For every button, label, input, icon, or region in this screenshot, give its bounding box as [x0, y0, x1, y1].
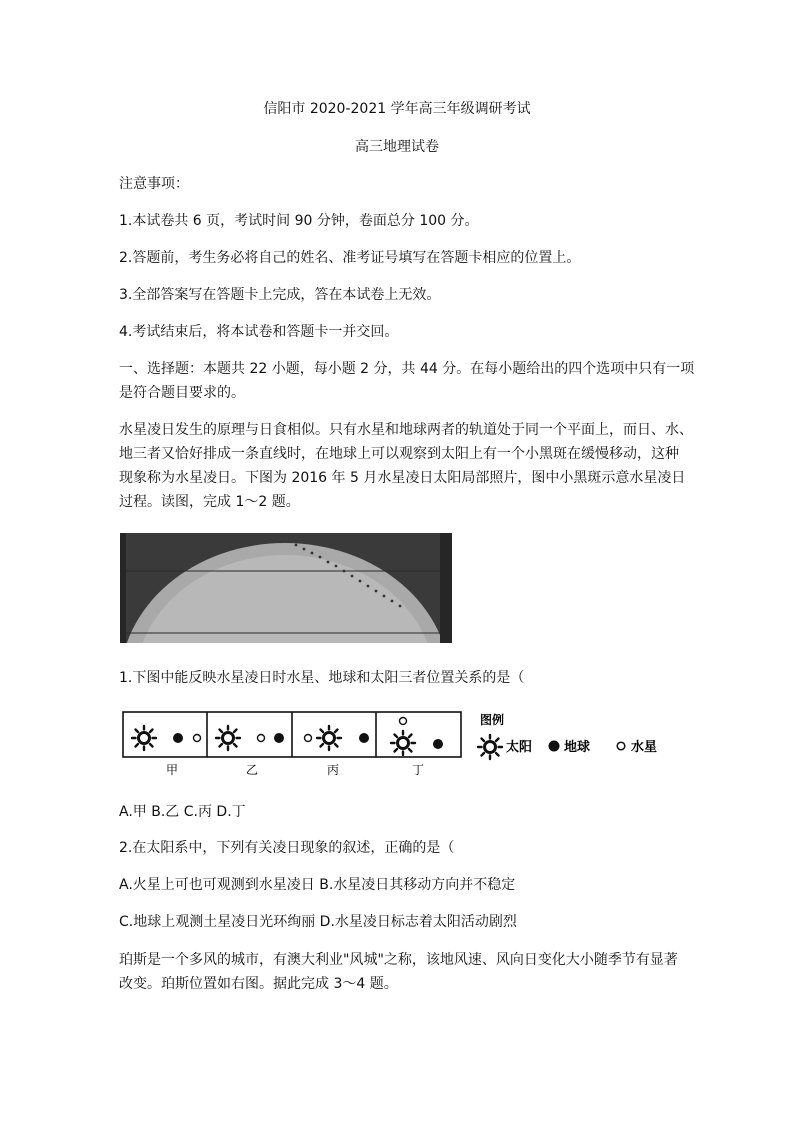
notes-item: 2.答题前，考生务必将自己的姓名、准考证号填写在答题卡相应的位置上。: [119, 250, 581, 266]
notes-item: 1.本试卷共 6 页，考试时间 90 分钟，卷面总分 100 分。: [119, 213, 479, 229]
passage-line: 水星凌日发生的原理与日食相似。只有水星和地球两者的轨道处于同一个平面上，而日、水、: [119, 422, 693, 438]
exam-title: 信阳市 2020-2021 学年高三年级调研考试: [263, 101, 531, 117]
earth-icon: [549, 741, 560, 752]
question-2-options: C.地球上观测土星凌日光环绚丽 D.水星凌日标志着太阳活动剧烈: [119, 914, 517, 930]
panel-label: 乙: [245, 763, 259, 777]
panel-label: 甲: [165, 763, 179, 777]
passage-line: 地三者又恰好排成一条直线时，在地球上可以观察到太阳上有一个小黑斑在缓慢移动，这种: [119, 446, 679, 462]
notes-item: 3.全部答案写在答题卡上完成，答在本试卷上无效。: [119, 287, 441, 303]
exam-subtitle: 高三地理试卷: [355, 139, 439, 155]
question-1-options: A.甲 B.乙 C.丙 D.丁: [119, 804, 246, 820]
passage-line: 珀斯是一个多风的城市，有澳大利业"风城"之称，该地风速、风向日变化大小随季节有显著: [119, 952, 678, 968]
notes-heading: 注意事项：: [119, 176, 189, 192]
question-1-stem: 1.下图中能反映水星凌日时水星、地球和太阳三者位置关系的是（: [119, 670, 525, 686]
panel-jia: [132, 726, 201, 750]
passage-line: 过程。读图，完成 1～2 题。: [119, 494, 300, 510]
legend-sun-label: 太阳: [506, 740, 533, 755]
legend-title: 图例: [480, 713, 505, 727]
legend-mercury-label: 水星: [631, 740, 658, 755]
passage-line: 现象称为水星凌日。下图为 2016 年 5 月水星凌日太阳局部照片，图中小黑斑示意水星凌日: [119, 470, 686, 486]
question-2-options: A.火星上可也可观测到水星凌日 B.水星凌日其移动方向并不稳定: [119, 877, 516, 893]
passage-line: 改变。珀斯位置如右图。据此完成 3～4 题。: [119, 976, 398, 992]
legend-earth-label: 地球: [564, 740, 591, 755]
section-heading-cont: 是符合题目要求的。: [119, 385, 245, 401]
position-diagram: [122, 711, 682, 781]
panel-bing: [305, 726, 370, 750]
sun-icon: [478, 735, 502, 759]
panel-label: 丙: [326, 763, 340, 777]
transit-photo: [120, 533, 452, 643]
notes-item: 4.考试结束后，将本试卷和答题卡一并交回。: [119, 324, 399, 340]
panel-ding: [391, 718, 443, 756]
mercury-icon: [617, 742, 625, 750]
panel-label: 丁: [411, 763, 425, 777]
panel-yi: [216, 726, 284, 750]
question-2-stem: 2.在太阳系中，下列有关凌日现象的叙述，正确的是（: [119, 840, 455, 856]
section-heading: 一、选择题：本题共 22 小题，每小题 2 分，共 44 分。在每小题给出的四个选项中只有一项: [119, 361, 695, 377]
